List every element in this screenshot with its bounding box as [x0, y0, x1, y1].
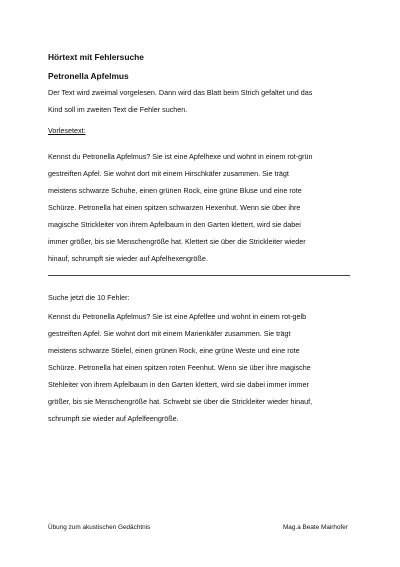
fehlertext-line: Kennst du Petronella Apfelmus? Sie ist eine Apfelfee und wohnt in einem rot-gelb: [48, 312, 307, 321]
fehlertext-line: schrumpft sie wieder auf Apfelfeengröße.: [48, 414, 179, 423]
fehlertext-line: größer, bis sie Menschengröße hat. Schwebt sie über die Strickleiter wieder hinauf,: [48, 397, 313, 406]
vorlesetext-paragraph: [48, 152, 358, 271]
suche-label: Suche jetzt die 10 Fehler:: [48, 293, 130, 302]
vorlesetext-line: Schürze. Petronella hat einen spitzen schwarzen Hexenhut. Wenn sie über ihre: [48, 203, 301, 212]
vorlesetext-line: meistens schwarze Schuhe, einen grünen Rock, eine grüne Bluse und eine rote: [48, 186, 302, 195]
vorlesetext-line: magische Strickleiter von ihrem Apfelbaum in den Garten klettert, wird sie dabei: [48, 220, 301, 229]
vorlesetext-line: immer größer, bis sie Menschengröße hat. Klettert sie über die Strickleiter wieder: [48, 237, 306, 246]
intro-line: Der Text wird zweimal vorgelesen. Dann wird das Blatt beim Strich gefaltet und das: [48, 88, 313, 97]
footer-author: Mag.a Beate Mairhofer: [282, 524, 348, 531]
fehlertext-line: Stehleiter von ihrem Apfelbaum in den Garten klettert, wird sie dabei immer immer: [48, 380, 309, 389]
document-subtitle: Petronella Apfelmus: [48, 71, 129, 81]
fehlertext-line: Schürze. Petronella hat einen spitzen roten Feenhut. Wenn sie über ihre magische: [48, 363, 311, 372]
fold-line-divider: [48, 275, 350, 276]
fehlertext-line: gestreiften Apfel. Sie wohnt dort mit einem Marienkäfer zusammen. Sie trägt: [48, 329, 291, 338]
fehlertext-paragraph: [48, 312, 358, 431]
vorlesetext-line: gestreiften Apfel. Sie wohnt dort mit einem Hirschkäfer zusammen. Sie trägt: [48, 169, 289, 178]
fehlertext-line: meistens schwarze Stiefel, einen grünen Rock, eine grüne Weste und eine rote: [48, 346, 300, 355]
vorlesetext-label: Vorlesetext:: [48, 126, 86, 135]
vorlesetext-line: Kennst du Petronella Apfelmus? Sie ist eine Apfelhexe und wohnt in einem rot-grün: [48, 152, 313, 161]
document-title: Hörtext mit Fehlersuche: [48, 52, 144, 62]
footer-left-text: Übung zum akustischen Gedächtnis: [48, 524, 151, 531]
intro-paragraph: [48, 88, 358, 122]
intro-line: Kind soll im zweiten Text die Fehler suchen.: [48, 105, 188, 114]
vorlesetext-line: hinauf, schrumpft sie wieder auf Apfelhexengröße.: [48, 254, 208, 263]
